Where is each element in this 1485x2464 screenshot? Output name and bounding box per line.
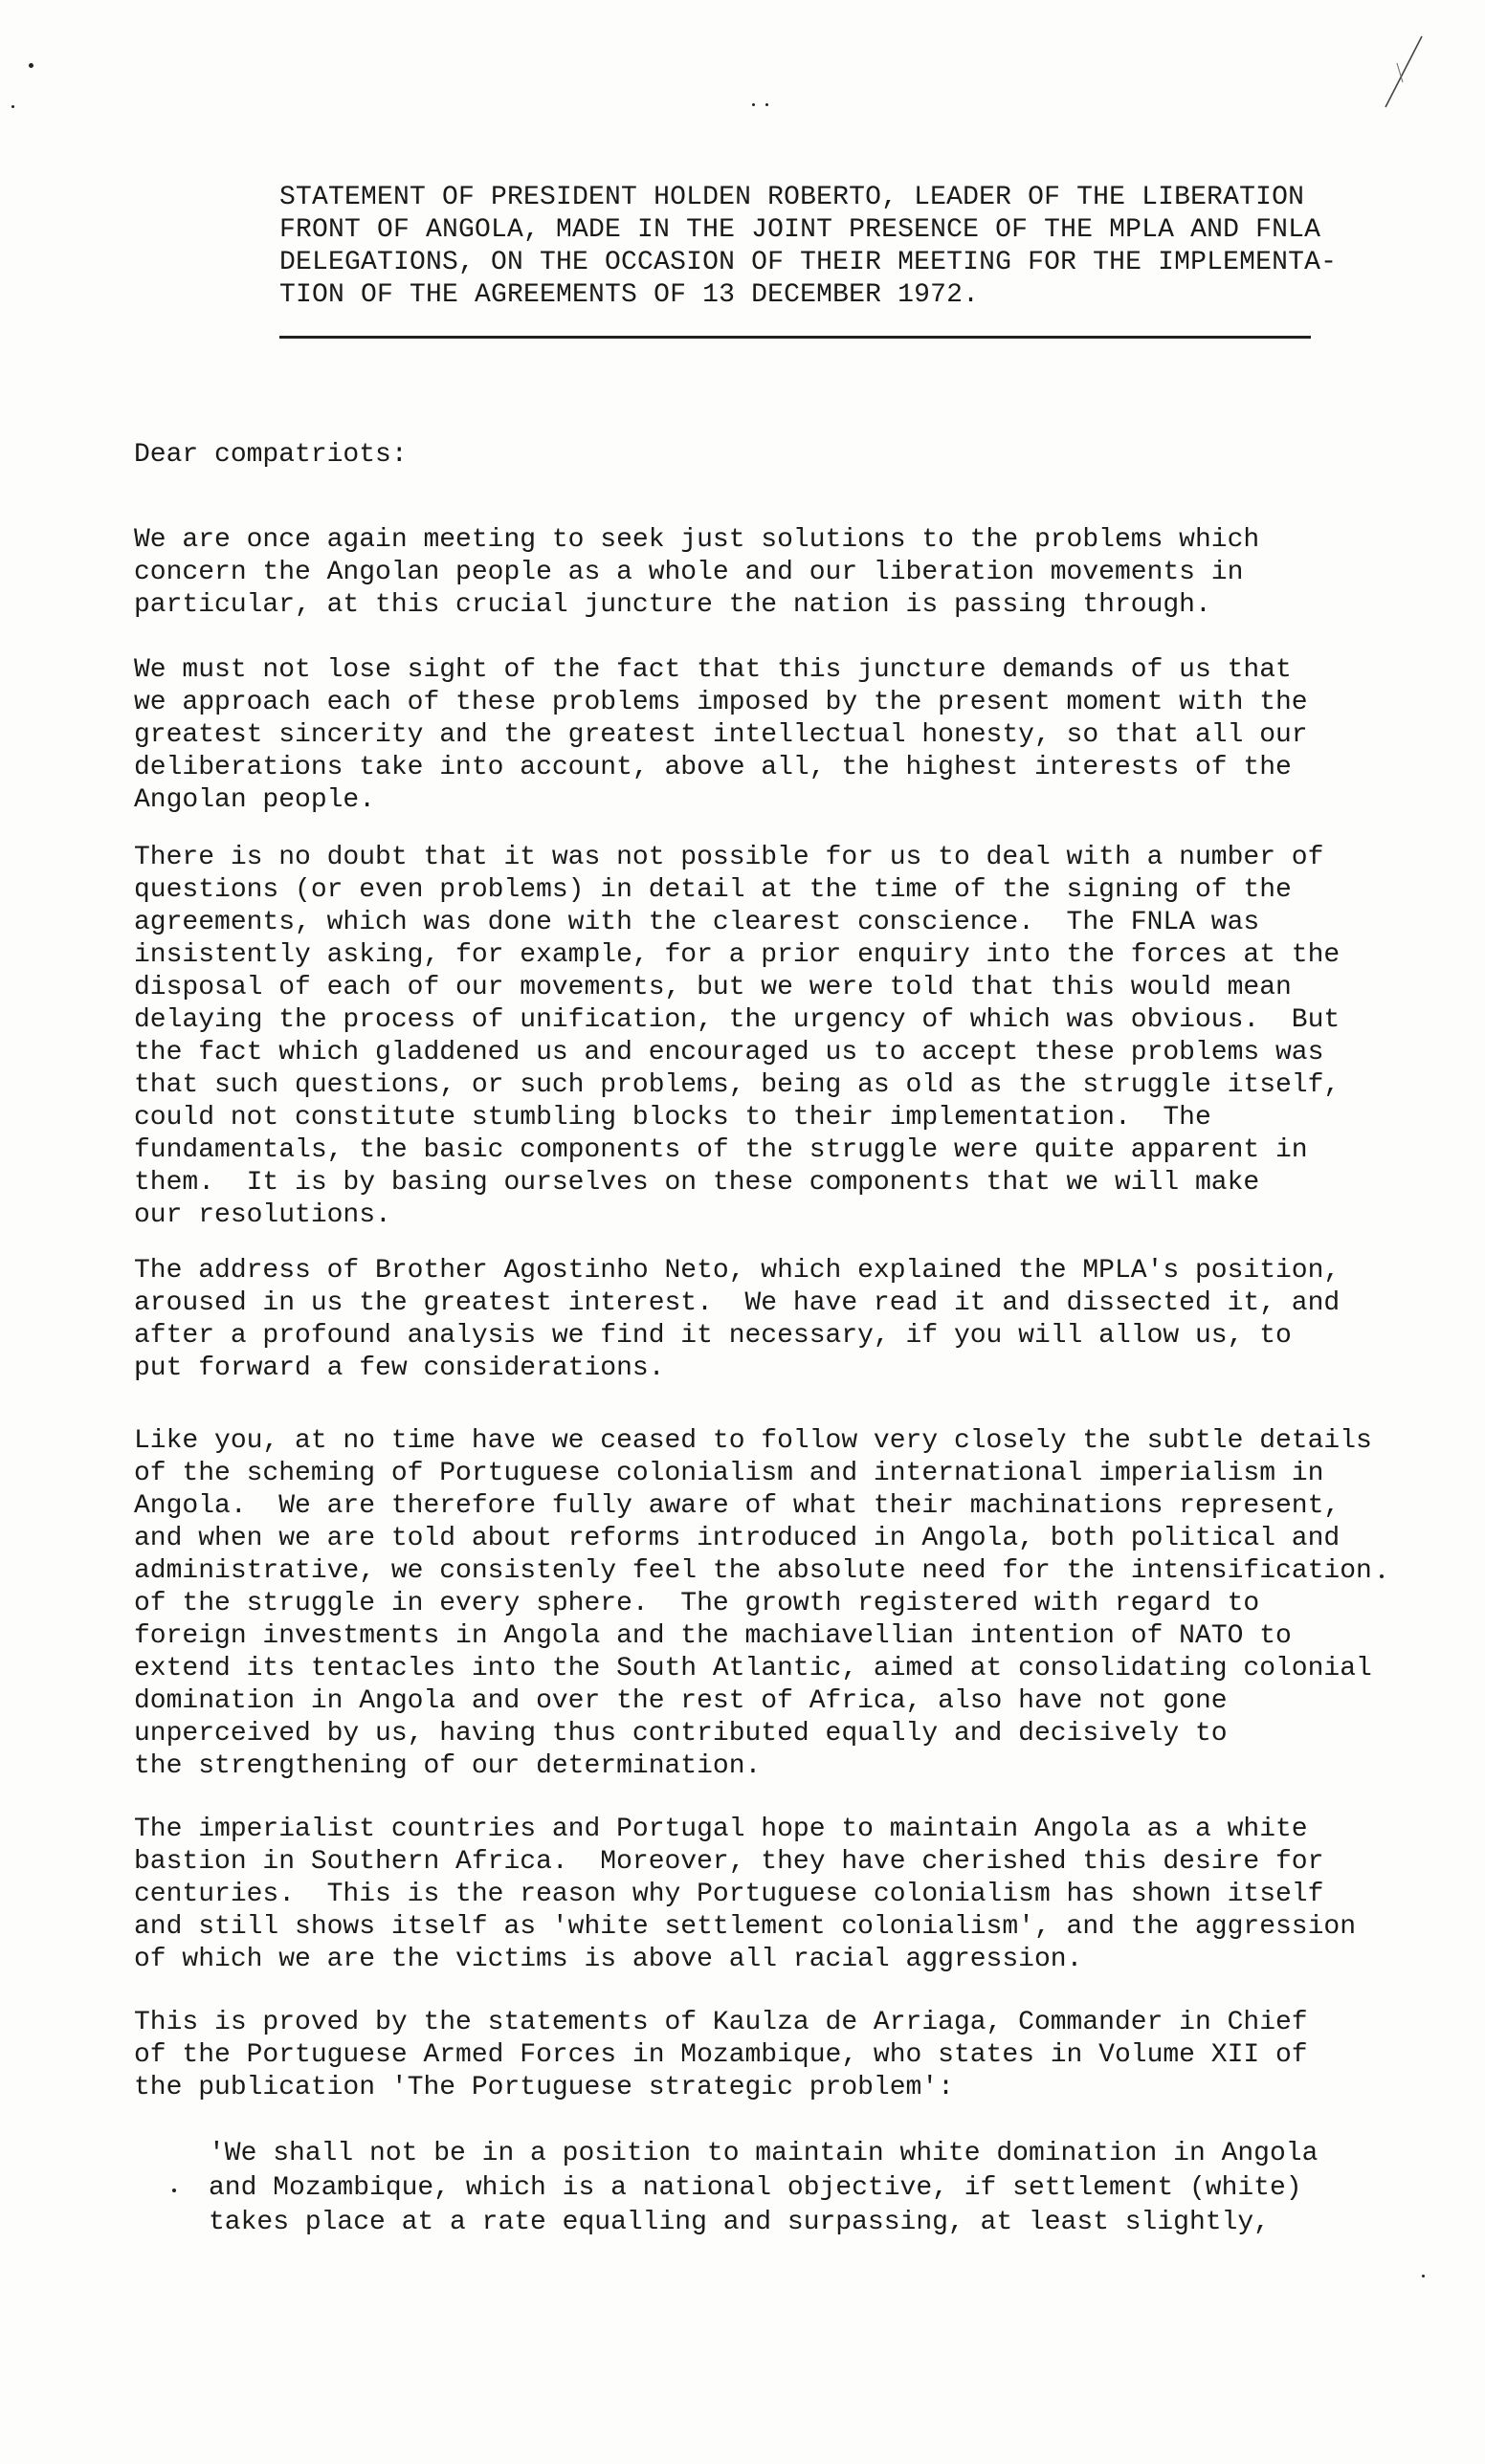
ink-speck bbox=[752, 103, 755, 106]
paragraph-2: We must not lose sight of the fact that this juncture demands of us that we approach each of these problems imposed by the present moment with the greatest sincerity and the greatest intellectual honesty, so that all our deliberations take into account, above all, the highest interests of the Angolan people. bbox=[134, 655, 1308, 815]
statement-heading: STATEMENT OF PRESIDENT HOLDEN ROBERTO, LEADER OF THE LIBERATION FRONT OF ANGOLA, MADE IN THE JOINT PRESENCE OF THE MPLA AND FNLA DELEGATIONS, ON THE OCCASION OF THEIR MEETING FOR THE IMPLEMENTA- TION OF THE AGREEMENTS OF 13 DECEMBER 1972. bbox=[279, 183, 1338, 310]
corner-stroke-mark bbox=[1378, 34, 1426, 111]
paragraph-5: Like you, at no time have we ceased to follow very closely the subtle details of the scheming of Portuguese colonialism and international imperialism in Angola. We are therefore fully aware of what their machinations represent, and when we are told about reforms introduced in Angola, both political and administrative, we consistenly feel the absolute need for the intensification of the struggle in every sphere. The growth registered with regard to foreign investments in Angola and the machiavellian intention of NATO to extend its tentacles into the South Atlantic, aimed at consolidating colonial domination in Angola and over the rest of Africa, also have not gone unperceived by us, having thus contributed equally and decisively to the strengthening of our determination. bbox=[134, 1426, 1372, 1781]
paragraph-4: The address of Brother Agostinho Neto, which explained the MPLA's position, aroused in us the greatest interest. We have read it and dissected it, and after a profound analysis we find it necessary, if you will allow us, to put forward a few considerations. bbox=[134, 1256, 1341, 1383]
paragraph-6: The imperialist countries and Portugal hope to maintain Angola as a white bastion in Southern Africa. Moreover, they have cherished this desire for centuries. This is the reason why Portuguese colonialism has shown itself and still shows itself as 'white settlement colonialism', and the aggression of which we are the victims is above all racial aggression. bbox=[134, 1815, 1357, 1974]
paragraph-3: There is no doubt that it was not possible for us to deal with a number of questions (or even problems) in detail at the time of the signing of the agreements, which was done with the clearest conscience. The FNLA was insistently asking, for example, for a prior enquiry into the forces at the disposal of each of our movements, but we were told that this would mean delaying the process of unification, the urgency of which was obvious. But the fact which gladdened us and encouraged us to accept these problems was that such questions, or such problems, being as old as the struggle itself, could not constitute stumbling blocks to their implementation. The fundamentals, the basic components of the struggle were quite apparent in them. It is by basing ourselves on these components that we will make our resolutions. bbox=[134, 843, 1341, 1230]
ink-speck bbox=[1380, 1574, 1384, 1578]
heading-underline bbox=[279, 336, 1311, 339]
ink-speck bbox=[172, 2189, 176, 2192]
salutation: Dear compatriots: bbox=[134, 440, 408, 470]
paragraph-7: This is proved by the statements of Kaulza de Arriaga, Commander in Chief of the Portuguese Armed Forces in Mozambique, who states in Volume XII of the publication 'The Portuguese strategic problem': bbox=[134, 2008, 1308, 2102]
ink-speck bbox=[11, 105, 14, 108]
paragraph-1: We are once again meeting to seek just solutions to the problems which concern the Angolan people as a whole and our liberation movements in particular, at this crucial juncture the nation is passing through. bbox=[134, 525, 1260, 620]
block-quote: 'We shall not be in a position to maintain white domination in Angola and Mozambique, which is a national objective, if settlement (white) takes place at a rate equalling and surpassing, at least slightly, bbox=[209, 2139, 1319, 2237]
ink-speck bbox=[1422, 2275, 1425, 2277]
ink-speck bbox=[765, 103, 768, 106]
ink-speck bbox=[29, 63, 33, 68]
